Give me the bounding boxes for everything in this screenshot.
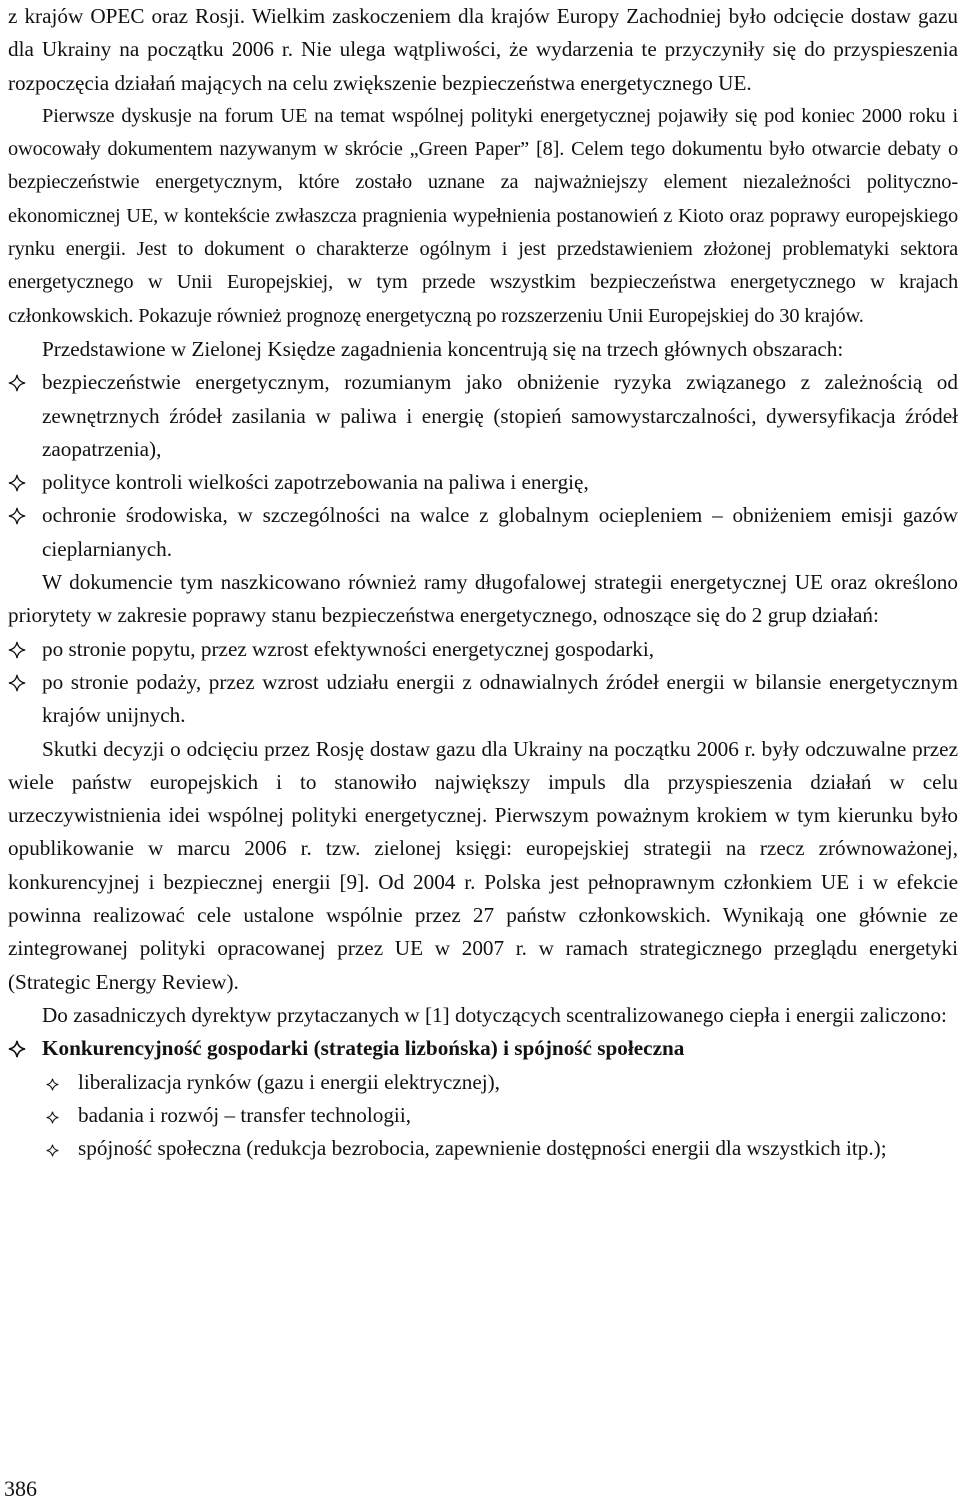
small-star-bullet-icon: [46, 1111, 59, 1124]
four-point-star-bullet-icon: [8, 474, 26, 492]
paragraph-areas-intro: Przedstawione w Zielonej Księdze zagadnienia koncentrują się na trzech głównych obszarach:: [42, 336, 844, 361]
actions-list: [8, 633, 958, 733]
list-item-text: po stronie popytu, przez wzrost efektywności energetycznej gospodarki,: [42, 636, 655, 661]
areas-list: [8, 366, 958, 566]
list-item: [8, 1066, 958, 1099]
four-point-star-bullet-icon: [8, 507, 26, 525]
directives-list: [8, 1032, 958, 1065]
list-item: [8, 1132, 958, 1165]
paragraph-gas-crisis: Skutki decyzji o odcięciu przez Rosję dostaw gazu dla Ukrainy na początku 2006 r. były odczuwalne przez wiele państw europejskich i to stanowiło największy impuls dla przyspieszenia działań w celu urzeczywistnienia idei wspólnej polityki energetycznej. Pierwszym poważnym krokiem w tym kierunku było opublikowanie w marcu 2006 r. tzw. zielonej księgi: europejskiej strategii na rzecz zrównoważonej, konkurencyjnej i bezpiecznej energii [9]. Od 2004 r. Polska jest pełnoprawnym członkiem UE i w efekcie powinna realizować cele ustalone wspólnie przez 27 państw członkowskich. Wynikają one głównie ze zintegrowanej polityki opracowanej przez UE w 2007 r. w ramach strategicznego przeglądu energetyki (Strategic Energy Review).: [8, 736, 958, 994]
four-point-star-bullet-icon: [8, 641, 26, 659]
document-page: [8, 0, 958, 1165]
list-item-text: bezpieczeństwie energetycznym, rozumianym jako obniżenie ryzyka związanego z zależnością od zewnętrznych źródeł zasilania w paliwa i energię (stopień samowystarczalności, dywersyfikacja źródeł zaopatrzenia),: [42, 370, 958, 461]
paragraph-directives-intro: Do zasadniczych dyrektyw przytaczanych w [1] dotyczących scentralizowanego ciepła i energii zaliczono:: [42, 1002, 947, 1027]
paragraph-continuation: z krajów OPEC oraz Rosji. Wielkim zaskoczeniem dla krajów Europy Zachodniej było odcięcie dostaw gazu dla Ukrainy na początku 2006 r. Nie ulega wątpliwości, że wydarzenia te przyczyniły się do przyspieszenia rozpoczęcia działań mających na celu zwiększenie bezpieczeństwa energetycznego UE.: [8, 4, 958, 95]
list-item: [8, 666, 958, 733]
four-point-star-bullet-icon: [8, 1040, 26, 1058]
directive-heading-item: [8, 1032, 958, 1065]
list-item-text: badania i rozwój – transfer technologii,: [78, 1102, 411, 1127]
list-item-text: ochronie środowiska, w szczególności na walce z globalnym ociepleniem – obniżeniem emisji gazów cieplarnianych.: [42, 503, 958, 561]
list-item: [8, 633, 958, 666]
list-item: [8, 1099, 958, 1132]
four-point-star-bullet-icon: [8, 674, 26, 692]
small-star-bullet-icon: [46, 1078, 59, 1091]
paragraph-strategy: W dokumencie tym naszkicowano również ramy długofalowej strategii energetycznej UE oraz określono priorytety w zakresie poprawy stanu bezpieczeństwa energetycznego, odnoszące się do 2 grup działań:: [8, 570, 958, 628]
list-item: [8, 499, 958, 566]
list-item-text: liberalizacja rynków (gazu i energii elektrycznej),: [78, 1069, 500, 1094]
small-star-bullet-icon: [46, 1144, 59, 1157]
directive-heading: Konkurencyjność gospodarki (strategia lizbońska) i spójność społeczna: [42, 1036, 685, 1061]
list-item-text: spójność społeczna (redukcja bezrobocia, zapewnienie dostępności energii dla wszystkich itp.);: [78, 1136, 887, 1161]
paragraph-green-paper: Pierwsze dyskusje na forum UE na temat wspólnej polityki energetycznej pojawiły się pod koniec 2000 roku i owocowały dokumentem nazywanym w skrócie „Green Paper” [8]. Celem tego dokumentu było otwarcie debaty o bezpieczeństwie energetycznym, które zostało uznane za najważniejszy element niezależności polityczno-ekonomicznej UE, w kontekście zwłaszcza pragnienia wypełnienia postanowień z Kioto oraz poprawy europejskiego rynku energii. Jest to dokument o charakterze ogólnym i jest przedstawieniem złożonej problematyki sektora energetycznego w Unii Europejskiej, w tym przede wszystkim bezpieczeństwa energetycznego w krajach członkowskich. Pokazuje również prognozę energetyczną po rozszerzeniu Unii Europejskiej do 30 krajów.: [8, 104, 958, 327]
list-item: [8, 366, 958, 466]
list-item-text: polityce kontroli wielkości zapotrzebowania na paliwa i energię,: [42, 470, 589, 495]
list-item: [8, 466, 958, 499]
four-point-star-bullet-icon: [8, 374, 26, 392]
page-number: 386: [4, 1476, 37, 1501]
list-item-text: po stronie podaży, przez wzrost udziału energii z odnawialnych źródeł energii w bilansie energetycznym krajów unijnych.: [42, 669, 958, 728]
directive-sublist: [8, 1066, 958, 1166]
